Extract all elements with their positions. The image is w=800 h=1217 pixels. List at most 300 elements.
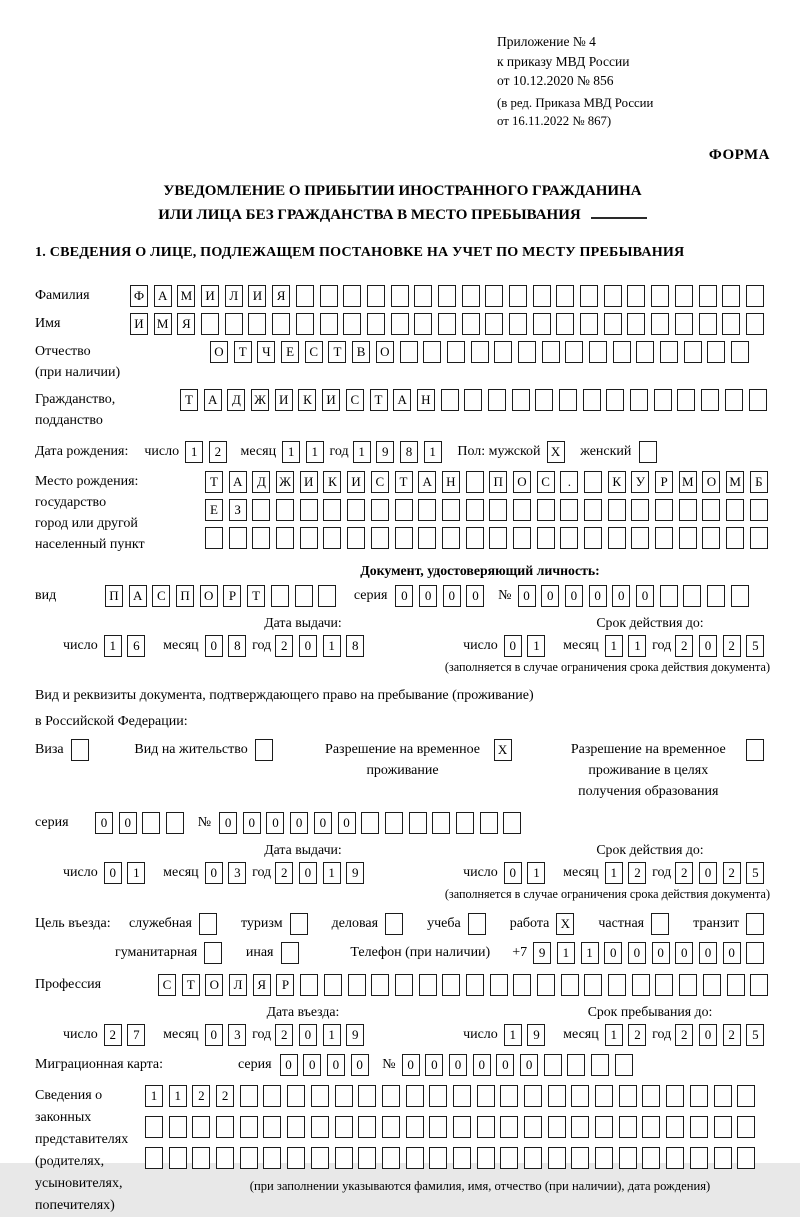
legal-reps-char-box[interactable] <box>737 1116 755 1138</box>
given-name-char-box[interactable] <box>414 313 432 335</box>
profession-char-box[interactable] <box>300 974 318 996</box>
identity-kind-char-box[interactable]: П <box>176 585 194 607</box>
legal-reps-char-box[interactable] <box>548 1116 566 1138</box>
legal-reps-char-box[interactable] <box>311 1116 329 1138</box>
identity-kind-char-box[interactable] <box>295 585 313 607</box>
surname-char-box[interactable] <box>604 285 622 307</box>
birth-year-box[interactable]: 8 <box>400 441 418 463</box>
identity-expiry-day-box[interactable]: 0 <box>504 635 522 657</box>
residence-expiry-month-box[interactable]: 2 <box>628 862 646 884</box>
profession-char-box[interactable]: С <box>158 974 176 996</box>
birth-place-char-box[interactable] <box>655 499 673 521</box>
patronymic-char-box[interactable]: О <box>210 341 228 363</box>
given-name-char-box[interactable] <box>533 313 551 335</box>
surname-char-box[interactable] <box>367 285 385 307</box>
identity-expiry-month-box[interactable]: 1 <box>605 635 623 657</box>
patronymic-char-box[interactable] <box>542 341 560 363</box>
surname-char-box[interactable] <box>343 285 361 307</box>
residence-number-box[interactable]: 0 <box>314 812 332 834</box>
birth-place-char-box[interactable] <box>252 527 270 549</box>
legal-reps-char-box[interactable] <box>216 1116 234 1138</box>
migration-number-box[interactable]: 0 <box>520 1054 538 1076</box>
legal-reps-char-box[interactable] <box>571 1085 589 1107</box>
patronymic-char-box[interactable] <box>518 341 536 363</box>
identity-number-box[interactable]: 0 <box>589 585 607 607</box>
birth-place-char-box[interactable] <box>347 499 365 521</box>
legal-reps-char-box[interactable] <box>714 1085 732 1107</box>
residence-number-box[interactable] <box>361 812 379 834</box>
birth-month-box[interactable]: 1 <box>306 441 324 463</box>
citizenship-char-box[interactable] <box>488 389 506 411</box>
birth-place-char-box[interactable]: С <box>537 471 555 493</box>
birth-place-char-box[interactable]: Н <box>442 471 460 493</box>
citizenship-char-box[interactable] <box>464 389 482 411</box>
residence-series-box[interactable]: 0 <box>119 812 137 834</box>
patronymic-char-box[interactable]: С <box>305 341 323 363</box>
citizenship-char-box[interactable] <box>725 389 743 411</box>
legal-reps-char-box[interactable] <box>453 1116 471 1138</box>
birth-place-char-box[interactable] <box>750 499 768 521</box>
given-name-char-box[interactable] <box>509 313 527 335</box>
migration-number-box[interactable] <box>544 1054 562 1076</box>
citizenship-char-box[interactable]: А <box>204 389 222 411</box>
birth-place-char-box[interactable] <box>466 499 484 521</box>
birth-place-char-box[interactable] <box>205 527 223 549</box>
identity-number-box[interactable] <box>707 585 725 607</box>
birth-place-char-box[interactable] <box>466 527 484 549</box>
identity-issue-year-box[interactable]: 2 <box>275 635 293 657</box>
legal-reps-char-box[interactable] <box>619 1085 637 1107</box>
birth-place-char-box[interactable] <box>726 499 744 521</box>
residence-series-box[interactable] <box>166 812 184 834</box>
purpose-tourism-checkbox[interactable] <box>290 913 308 935</box>
birth-place-char-box[interactable]: . <box>560 471 578 493</box>
birth-day-box[interactable]: 2 <box>209 441 227 463</box>
identity-number-box[interactable]: 0 <box>541 585 559 607</box>
given-name-char-box[interactable] <box>556 313 574 335</box>
legal-reps-char-box[interactable] <box>666 1085 684 1107</box>
legal-reps-char-box[interactable] <box>524 1116 542 1138</box>
legal-reps-char-box[interactable] <box>145 1116 163 1138</box>
legal-reps-char-box[interactable] <box>642 1116 660 1138</box>
profession-char-box[interactable]: Р <box>276 974 294 996</box>
given-name-char-box[interactable] <box>462 313 480 335</box>
legal-reps-char-box[interactable] <box>216 1147 234 1169</box>
birth-place-char-box[interactable] <box>276 499 294 521</box>
residence-series-box[interactable]: 0 <box>95 812 113 834</box>
residence-issue-day-box[interactable]: 1 <box>127 862 145 884</box>
birth-place-char-box[interactable] <box>418 499 436 521</box>
entry-year-box[interactable]: 9 <box>346 1024 364 1046</box>
patronymic-char-box[interactable]: Ч <box>257 341 275 363</box>
given-name-char-box[interactable] <box>248 313 266 335</box>
identity-issue-year-box[interactable]: 8 <box>346 635 364 657</box>
legal-reps-char-box[interactable] <box>382 1116 400 1138</box>
legal-reps-char-box[interactable]: 1 <box>169 1085 187 1107</box>
surname-char-box[interactable] <box>296 285 314 307</box>
given-name-char-box[interactable] <box>201 313 219 335</box>
residence-issue-month-box[interactable]: 0 <box>205 862 223 884</box>
given-name-char-box[interactable] <box>746 313 764 335</box>
purpose-study-checkbox[interactable] <box>468 913 486 935</box>
residence-number-box[interactable]: 0 <box>266 812 284 834</box>
birth-place-char-box[interactable]: И <box>347 471 365 493</box>
phone-digit-box[interactable]: 9 <box>533 942 551 964</box>
legal-reps-char-box[interactable] <box>382 1147 400 1169</box>
birth-place-char-box[interactable] <box>323 527 341 549</box>
legal-reps-char-box[interactable] <box>619 1116 637 1138</box>
residence-number-box[interactable] <box>480 812 498 834</box>
citizenship-char-box[interactable] <box>654 389 672 411</box>
temp-residence-education-checkbox[interactable] <box>746 739 764 761</box>
profession-char-box[interactable] <box>490 974 508 996</box>
surname-char-box[interactable] <box>414 285 432 307</box>
birth-place-char-box[interactable] <box>300 527 318 549</box>
birth-place-char-box[interactable] <box>537 499 555 521</box>
legal-reps-char-box[interactable] <box>429 1085 447 1107</box>
identity-number-box[interactable] <box>731 585 749 607</box>
profession-char-box[interactable] <box>655 974 673 996</box>
purpose-business-checkbox[interactable] <box>385 913 403 935</box>
given-name-char-box[interactable] <box>604 313 622 335</box>
patronymic-char-box[interactable]: В <box>352 341 370 363</box>
identity-expiry-month-box[interactable]: 1 <box>628 635 646 657</box>
birth-place-char-box[interactable]: Д <box>252 471 270 493</box>
legal-reps-char-box[interactable] <box>595 1116 613 1138</box>
birth-place-char-box[interactable]: Б <box>750 471 768 493</box>
birth-place-char-box[interactable] <box>371 527 389 549</box>
migration-series-box[interactable]: 0 <box>280 1054 298 1076</box>
birth-place-char-box[interactable]: Р <box>655 471 673 493</box>
legal-reps-char-box[interactable] <box>240 1116 258 1138</box>
given-name-char-box[interactable]: М <box>154 313 172 335</box>
migration-series-box[interactable]: 0 <box>351 1054 369 1076</box>
surname-char-box[interactable] <box>462 285 480 307</box>
patronymic-char-box[interactable] <box>400 341 418 363</box>
birth-day-box[interactable]: 1 <box>185 441 203 463</box>
stay-month-box[interactable]: 1 <box>605 1024 623 1046</box>
legal-reps-char-box[interactable] <box>690 1147 708 1169</box>
legal-reps-char-box[interactable] <box>311 1085 329 1107</box>
phone-digit-box[interactable]: 0 <box>604 942 622 964</box>
birth-place-char-box[interactable] <box>442 527 460 549</box>
entry-month-box[interactable]: 3 <box>228 1024 246 1046</box>
legal-reps-char-box[interactable] <box>263 1085 281 1107</box>
residence-expiry-month-box[interactable]: 1 <box>605 862 623 884</box>
birth-place-char-box[interactable] <box>584 527 602 549</box>
identity-number-box[interactable]: 0 <box>636 585 654 607</box>
legal-reps-char-box[interactable] <box>642 1085 660 1107</box>
identity-kind-char-box[interactable] <box>271 585 289 607</box>
profession-char-box[interactable] <box>679 974 697 996</box>
legal-reps-char-box[interactable] <box>524 1147 542 1169</box>
legal-reps-char-box[interactable] <box>477 1085 495 1107</box>
profession-char-box[interactable]: Т <box>182 974 200 996</box>
identity-kind-char-box[interactable] <box>318 585 336 607</box>
citizenship-char-box[interactable]: Д <box>227 389 245 411</box>
identity-expiry-day-box[interactable]: 1 <box>527 635 545 657</box>
profession-char-box[interactable] <box>584 974 602 996</box>
legal-reps-char-box[interactable] <box>192 1147 210 1169</box>
citizenship-char-box[interactable]: С <box>346 389 364 411</box>
identity-series-box[interactable]: 0 <box>395 585 413 607</box>
birth-place-char-box[interactable]: П <box>489 471 507 493</box>
birth-place-char-box[interactable] <box>584 499 602 521</box>
residence-issue-month-box[interactable]: 3 <box>228 862 246 884</box>
stay-year-box[interactable]: 2 <box>675 1024 693 1046</box>
birth-place-char-box[interactable] <box>537 527 555 549</box>
identity-series-box[interactable]: 0 <box>419 585 437 607</box>
male-checkbox[interactable]: X <box>547 441 565 463</box>
migration-number-box[interactable]: 0 <box>402 1054 420 1076</box>
migration-number-box[interactable] <box>591 1054 609 1076</box>
birth-place-char-box[interactable]: М <box>726 471 744 493</box>
identity-number-box[interactable]: 0 <box>518 585 536 607</box>
citizenship-char-box[interactable] <box>512 389 530 411</box>
profession-char-box[interactable]: Я <box>253 974 271 996</box>
citizenship-char-box[interactable]: Ж <box>251 389 269 411</box>
residence-issue-year-box[interactable]: 0 <box>299 862 317 884</box>
citizenship-char-box[interactable] <box>606 389 624 411</box>
phone-digit-box[interactable]: 0 <box>675 942 693 964</box>
patronymic-char-box[interactable] <box>660 341 678 363</box>
birth-place-char-box[interactable] <box>513 499 531 521</box>
profession-char-box[interactable] <box>750 974 768 996</box>
legal-reps-char-box[interactable] <box>619 1147 637 1169</box>
surname-char-box[interactable] <box>509 285 527 307</box>
birth-place-char-box[interactable] <box>489 499 507 521</box>
birth-place-char-box[interactable] <box>702 527 720 549</box>
birth-place-char-box[interactable] <box>750 527 768 549</box>
legal-reps-char-box[interactable] <box>406 1116 424 1138</box>
purpose-other-checkbox[interactable] <box>281 942 299 964</box>
identity-number-box[interactable]: 0 <box>612 585 630 607</box>
profession-char-box[interactable] <box>324 974 342 996</box>
birth-place-char-box[interactable] <box>323 499 341 521</box>
profession-char-box[interactable] <box>466 974 484 996</box>
identity-issue-day-box[interactable]: 1 <box>104 635 122 657</box>
legal-reps-char-box[interactable] <box>311 1147 329 1169</box>
entry-year-box[interactable]: 2 <box>275 1024 293 1046</box>
given-name-char-box[interactable] <box>722 313 740 335</box>
birth-place-char-box[interactable]: О <box>702 471 720 493</box>
birth-place-char-box[interactable]: А <box>418 471 436 493</box>
legal-reps-char-box[interactable] <box>737 1147 755 1169</box>
legal-reps-char-box[interactable] <box>263 1116 281 1138</box>
legal-reps-char-box[interactable] <box>737 1085 755 1107</box>
citizenship-char-box[interactable]: Н <box>417 389 435 411</box>
birth-place-char-box[interactable] <box>276 527 294 549</box>
migration-number-box[interactable]: 0 <box>473 1054 491 1076</box>
patronymic-char-box[interactable] <box>613 341 631 363</box>
legal-reps-char-box[interactable] <box>500 1147 518 1169</box>
legal-reps-char-box[interactable] <box>263 1147 281 1169</box>
birth-place-char-box[interactable] <box>347 527 365 549</box>
surname-char-box[interactable] <box>651 285 669 307</box>
legal-reps-char-box[interactable]: 2 <box>216 1085 234 1107</box>
birth-place-char-box[interactable]: Т <box>395 471 413 493</box>
legal-reps-char-box[interactable] <box>406 1085 424 1107</box>
given-name-char-box[interactable] <box>699 313 717 335</box>
surname-char-box[interactable] <box>485 285 503 307</box>
patronymic-char-box[interactable] <box>707 341 725 363</box>
birth-place-char-box[interactable] <box>252 499 270 521</box>
legal-reps-char-box[interactable] <box>192 1116 210 1138</box>
given-name-char-box[interactable] <box>272 313 290 335</box>
surname-char-box[interactable] <box>627 285 645 307</box>
residence-issue-year-box[interactable]: 2 <box>275 862 293 884</box>
birth-place-char-box[interactable] <box>442 499 460 521</box>
birth-year-box[interactable]: 9 <box>376 441 394 463</box>
birth-place-char-box[interactable] <box>679 527 697 549</box>
migration-number-box[interactable]: 0 <box>449 1054 467 1076</box>
residence-number-box[interactable] <box>409 812 427 834</box>
legal-reps-char-box[interactable] <box>240 1085 258 1107</box>
residence-number-box[interactable] <box>432 812 450 834</box>
given-name-char-box[interactable] <box>320 313 338 335</box>
identity-kind-char-box[interactable]: Т <box>247 585 265 607</box>
surname-char-box[interactable]: Л <box>225 285 243 307</box>
residence-number-box[interactable]: 0 <box>290 812 308 834</box>
migration-series-box[interactable]: 0 <box>303 1054 321 1076</box>
identity-kind-char-box[interactable]: П <box>105 585 123 607</box>
purpose-work-checkbox[interactable]: X <box>556 913 574 935</box>
citizenship-char-box[interactable] <box>630 389 648 411</box>
birth-place-char-box[interactable] <box>608 527 626 549</box>
legal-reps-char-box[interactable] <box>548 1147 566 1169</box>
birth-place-char-box[interactable]: Е <box>205 499 223 521</box>
surname-char-box[interactable]: И <box>201 285 219 307</box>
given-name-char-box[interactable] <box>391 313 409 335</box>
surname-char-box[interactable] <box>580 285 598 307</box>
phone-digit-box[interactable] <box>746 942 764 964</box>
residence-expiry-year-box[interactable]: 0 <box>699 862 717 884</box>
entry-day-box[interactable]: 2 <box>104 1024 122 1046</box>
surname-char-box[interactable] <box>722 285 740 307</box>
identity-issue-month-box[interactable]: 0 <box>205 635 223 657</box>
surname-char-box[interactable] <box>391 285 409 307</box>
entry-year-box[interactable]: 0 <box>299 1024 317 1046</box>
given-name-char-box[interactable] <box>675 313 693 335</box>
citizenship-char-box[interactable] <box>701 389 719 411</box>
legal-reps-char-box[interactable] <box>287 1085 305 1107</box>
given-name-char-box[interactable] <box>651 313 669 335</box>
patronymic-char-box[interactable] <box>447 341 465 363</box>
legal-reps-char-box[interactable] <box>595 1085 613 1107</box>
surname-char-box[interactable]: Я <box>272 285 290 307</box>
birth-place-char-box[interactable]: А <box>229 471 247 493</box>
profession-char-box[interactable] <box>632 974 650 996</box>
profession-char-box[interactable] <box>348 974 366 996</box>
identity-issue-year-box[interactable]: 0 <box>299 635 317 657</box>
visa-checkbox[interactable] <box>71 739 89 761</box>
profession-char-box[interactable] <box>608 974 626 996</box>
profession-char-box[interactable] <box>442 974 460 996</box>
residence-number-box[interactable]: 0 <box>219 812 237 834</box>
birth-place-char-box[interactable] <box>631 499 649 521</box>
given-name-char-box[interactable] <box>627 313 645 335</box>
birth-place-char-box[interactable] <box>229 527 247 549</box>
legal-reps-char-box[interactable] <box>571 1116 589 1138</box>
patronymic-char-box[interactable] <box>565 341 583 363</box>
birth-place-char-box[interactable] <box>513 527 531 549</box>
phone-digit-box[interactable]: 1 <box>557 942 575 964</box>
patronymic-char-box[interactable] <box>423 341 441 363</box>
surname-char-box[interactable] <box>556 285 574 307</box>
identity-number-box[interactable]: 0 <box>565 585 583 607</box>
legal-reps-char-box[interactable] <box>335 1085 353 1107</box>
citizenship-char-box[interactable]: К <box>298 389 316 411</box>
birth-place-char-box[interactable]: С <box>371 471 389 493</box>
legal-reps-char-box[interactable] <box>666 1116 684 1138</box>
identity-series-box[interactable]: 0 <box>443 585 461 607</box>
birth-place-char-box[interactable]: З <box>229 499 247 521</box>
citizenship-char-box[interactable] <box>441 389 459 411</box>
birth-place-char-box[interactable] <box>702 499 720 521</box>
residence-number-box[interactable]: 0 <box>338 812 356 834</box>
legal-reps-char-box[interactable] <box>642 1147 660 1169</box>
identity-kind-char-box[interactable]: С <box>152 585 170 607</box>
residence-permit-checkbox[interactable] <box>255 739 273 761</box>
birth-place-char-box[interactable] <box>608 499 626 521</box>
birth-month-box[interactable]: 1 <box>282 441 300 463</box>
phone-digit-box[interactable]: 1 <box>581 942 599 964</box>
surname-char-box[interactable] <box>533 285 551 307</box>
surname-char-box[interactable]: Ф <box>130 285 148 307</box>
identity-kind-char-box[interactable]: Р <box>223 585 241 607</box>
residence-number-box[interactable] <box>385 812 403 834</box>
residence-issue-day-box[interactable]: 0 <box>104 862 122 884</box>
legal-reps-char-box[interactable] <box>287 1116 305 1138</box>
surname-char-box[interactable] <box>320 285 338 307</box>
identity-kind-char-box[interactable]: О <box>200 585 218 607</box>
citizenship-char-box[interactable]: Т <box>370 389 388 411</box>
given-name-char-box[interactable] <box>225 313 243 335</box>
birth-place-char-box[interactable]: И <box>300 471 318 493</box>
given-name-char-box[interactable]: И <box>130 313 148 335</box>
entry-month-box[interactable]: 0 <box>205 1024 223 1046</box>
legal-reps-char-box[interactable] <box>358 1085 376 1107</box>
birth-place-char-box[interactable]: У <box>631 471 649 493</box>
birth-place-char-box[interactable] <box>679 499 697 521</box>
identity-series-box[interactable]: 0 <box>466 585 484 607</box>
phone-digit-box[interactable]: 0 <box>723 942 741 964</box>
legal-reps-char-box[interactable] <box>287 1147 305 1169</box>
identity-issue-year-box[interactable]: 1 <box>323 635 341 657</box>
residence-expiry-day-box[interactable]: 0 <box>504 862 522 884</box>
surname-char-box[interactable] <box>746 285 764 307</box>
profession-char-box[interactable] <box>703 974 721 996</box>
residence-series-box[interactable] <box>142 812 160 834</box>
birth-place-char-box[interactable]: К <box>608 471 626 493</box>
identity-expiry-year-box[interactable]: 0 <box>699 635 717 657</box>
birth-place-char-box[interactable] <box>395 527 413 549</box>
legal-reps-char-box[interactable] <box>477 1116 495 1138</box>
legal-reps-char-box[interactable] <box>548 1085 566 1107</box>
profession-char-box[interactable] <box>537 974 555 996</box>
entry-year-box[interactable]: 1 <box>323 1024 341 1046</box>
legal-reps-char-box[interactable] <box>477 1147 495 1169</box>
migration-number-box[interactable] <box>567 1054 585 1076</box>
legal-reps-char-box[interactable] <box>358 1147 376 1169</box>
surname-char-box[interactable]: И <box>248 285 266 307</box>
legal-reps-char-box[interactable] <box>429 1147 447 1169</box>
legal-reps-char-box[interactable] <box>666 1147 684 1169</box>
birth-place-char-box[interactable] <box>489 527 507 549</box>
residence-expiry-year-box[interactable]: 2 <box>723 862 741 884</box>
patronymic-char-box[interactable] <box>494 341 512 363</box>
legal-reps-char-box[interactable] <box>571 1147 589 1169</box>
